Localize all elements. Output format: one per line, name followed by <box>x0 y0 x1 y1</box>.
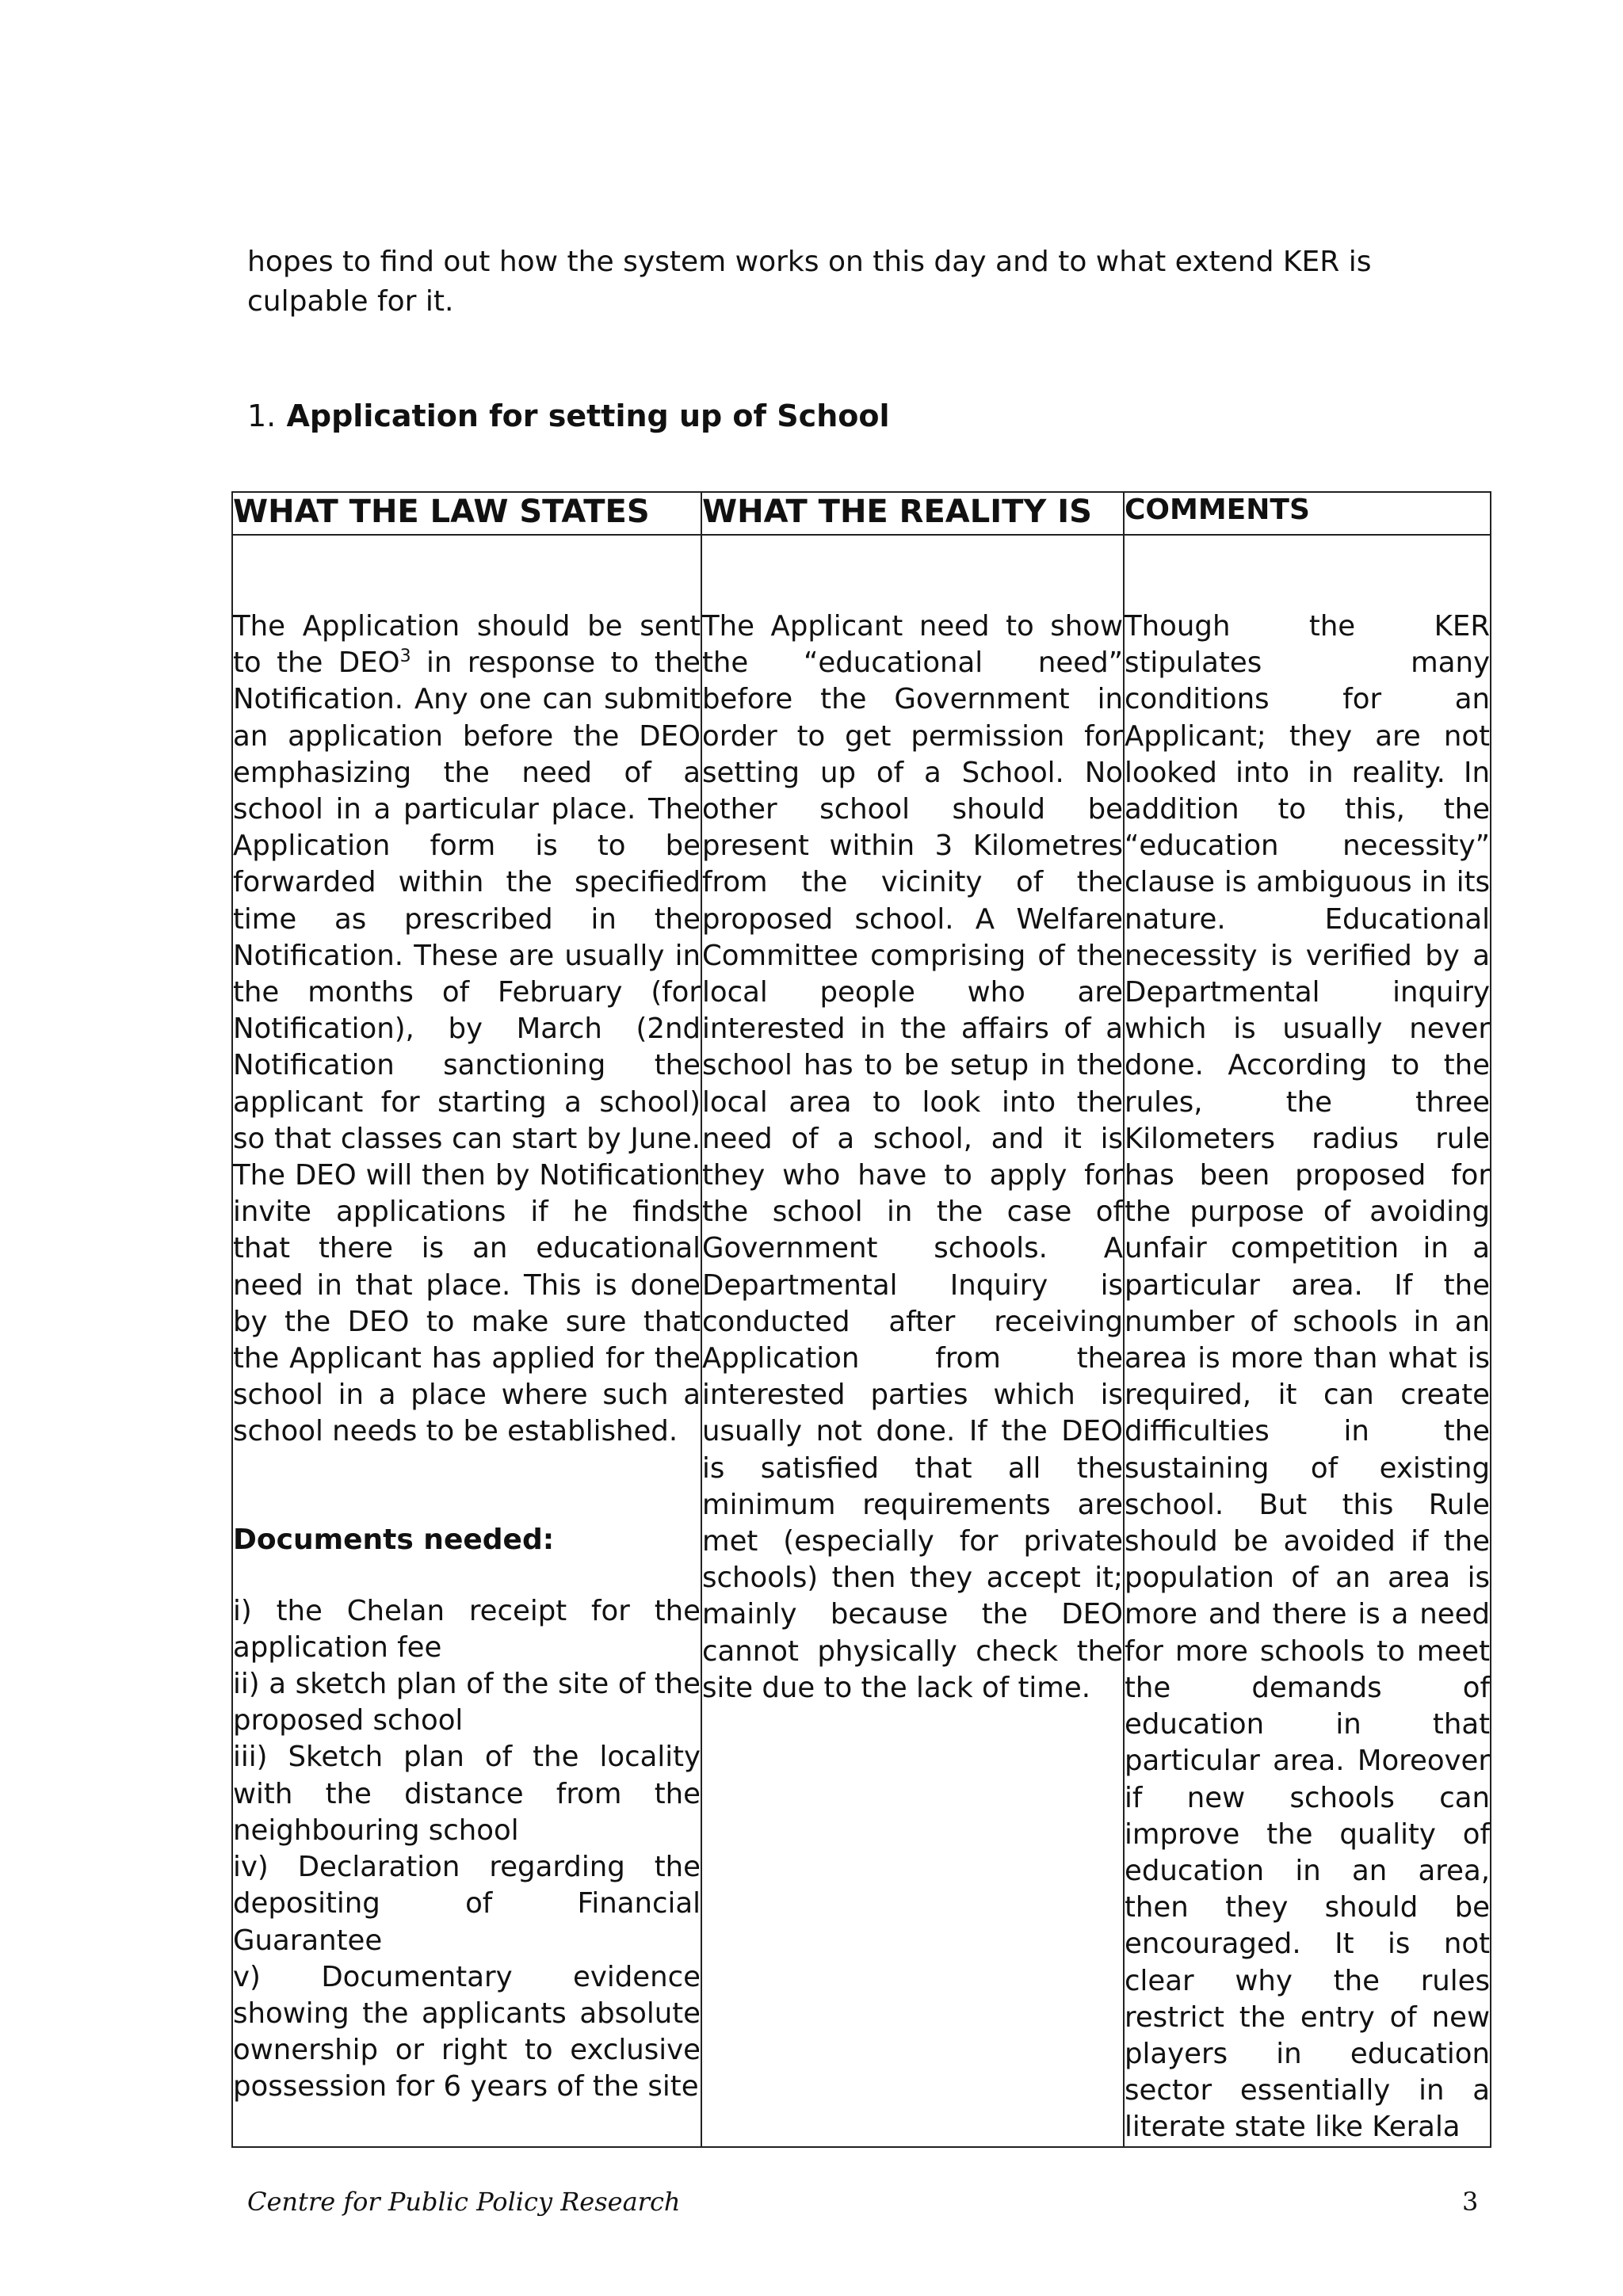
list-item: i) the Chelan receipt for the application fee <box>233 1594 701 1664</box>
footnote-ref: 3 <box>399 646 411 667</box>
law-cell <box>232 535 701 2147</box>
reality-cell <box>701 535 1124 2147</box>
page-number: 3 <box>1462 2187 1479 2217</box>
comments-cell <box>1124 535 1491 2147</box>
documents-heading: Documents needed: <box>233 1523 555 1556</box>
list-item: iv) Declaration regarding the depositing of Financial Guarantee <box>233 1851 701 1957</box>
section-number: 1. <box>247 399 277 433</box>
comments-paragraph: Though the KER stipulates many conditions for an Applicant; they are not looked into in reality. In addition to this, the “education necessity” clause is ambiguous in its nature. Educational necessity is verified by a Departmental inquiry which is usually never done. According to the rules, the three Kilometers radius rule has been proposed for the purpose of avoiding unfair competition in a particular area. If the number of schools in an area is more than what is required, it can create difficulties in the sustaining of existing school. But this Rule should be avoided if the population of an area is more and there is a need for more schools to meet the demands of education in that particular area. Moreover if new schools can improve the quality of education in an area, then they should be encouraged. It is not clear why the rules restrict the entry of new players in education sector essentially in a literate state like Kerala <box>1125 610 1490 2144</box>
reality-paragraph: The Applicant need to show the “educational need” before the Government in order to get permission for setting up of a School. No other school should be present within 3 Kilometres from the vicinity of the proposed school. A Welfare Committee comprising of the local people who are interested in the affairs of a school has to be setup in the local area to look into the need of a school, and it is they who have to apply for the school in the case of Government schools. A Departmental Inquiry is conducted after receiving Application from the interested parties which is usually not done. If the DEO is satisfied that all the minimum requirements are met (especially for private schools) then they accept it; mainly because the DEO cannot physically check the site due to the lack of time. <box>702 610 1123 1704</box>
list-item: v) Documentary evidence showing the applicants absolute ownership or right to exclusive possession for 6 years of the site <box>233 1960 701 2103</box>
law-text-start: The Application should be sent to the DEO <box>233 610 701 680</box>
intro-paragraph: hopes to find out how the system works on this day and to what extend KER is culpable for it. <box>247 246 1372 318</box>
law-paragraph <box>233 608 701 1451</box>
header-reality: WHAT THE REALITY IS <box>701 492 1124 535</box>
documents-list <box>233 1593 701 2106</box>
header-law: WHAT THE LAW STATES <box>232 492 701 535</box>
law-text-rest: in response to the Notification. Any one can submit an application before the DEO emphasizing the need of a school in a particular place. The Application form is to be forwarded within the specified time as prescribed in the Notification. These are usually in the months of February (for Notification), by March (2nd Notification sanctioning the applicant for starting a school) so that classes can start by June. The DEO will then by Notification invite applications if he finds that there is an educational need in that place. This is done by the DEO to make sure that the Applicant has applied for the school in a place where such a school needs to be established. <box>233 646 701 1448</box>
list-item: iii) Sketch plan of the locality with the distance from the neighbouring school <box>233 1741 701 1847</box>
table-body-row <box>232 535 1491 2147</box>
section-heading <box>247 396 889 436</box>
footer-organization: Centre for Public Policy Research <box>247 2187 681 2217</box>
section-title: Application for setting up of School <box>286 399 890 433</box>
list-item: ii) a sketch plan of the site of the proposed school <box>233 1668 701 1737</box>
comparison-table <box>231 491 1491 2148</box>
header-comments: COMMENTS <box>1124 492 1491 535</box>
table-header-row <box>232 492 1491 535</box>
